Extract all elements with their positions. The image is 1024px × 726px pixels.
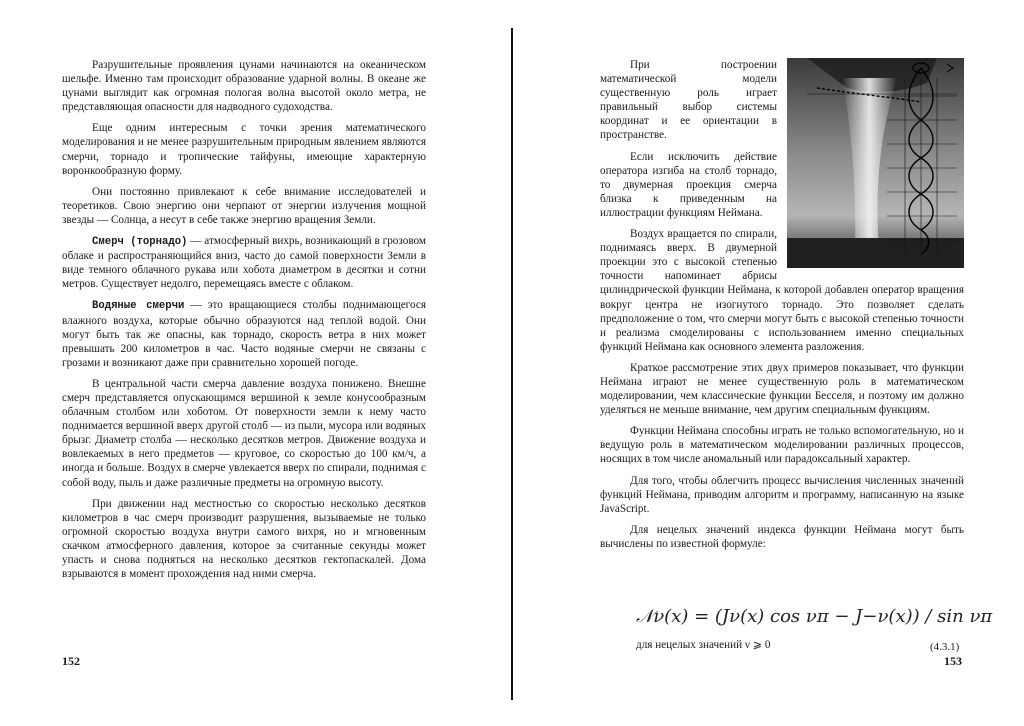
paragraph: Для нецелых значений индекса функции Неймана могут быть вычислены по известной формуле:	[600, 523, 964, 550]
paragraph: Воздух вращается по спирали, поднимаясь вверх. В двумерной проекции это с высокой степенью точности напоминает абрисы цилиндрической функции Неймана, к которой добавлен оператор вращения вокруг центра не изогнутого торнадо. Это позволяет сделать предположение о том, что смерчи могут быть с высокой степенью точности и реализма смоделированы с использованием именно специальных функций Неймана как основного элемента разложения.	[600, 228, 964, 353]
formula-condition: для нецелых значений ν ⩾ 0	[636, 639, 771, 651]
paragraph: При движении над местностью со скоростью несколько десятков километров в час смерч производит разрушения, вызываемые не только огромной скоростью воздуха внутри самого вихря, но и мгновенным скачком атмосферного давления, которое за считанные секунды может упасть и снова подняться на несколько десятков гектопаскалей. Дома взрываются в момент прохождения над ними смерча.	[62, 497, 426, 581]
page-number-left: 152	[62, 654, 80, 668]
definition-text: — атмосферный вихрь, возникающий в грозовом облаке и распространяющийся вниз, часто до самой поверхности Земли в виде темного облачного рукава или хобота диаметром в десятки и сотни метров. Существует недолго, перемещаясь вместе с облаком.	[62, 235, 427, 291]
term-tornado: Смерч (торнадо)	[92, 236, 188, 249]
paragraph: Еще одним интересным с точки зрения математического моделирования и не менее разрушительным природным явлением являются смерчи, торнадо и тропические тайфуны, имеющие характерную воронкообразную форму.	[62, 122, 426, 177]
paragraph: Краткое рассмотрение этих двух примеров показывает, что функции Неймана играют не менее существенную роль в математическом моделировании, чем классические функции Бесселя, и поэтому им должно уделяться не меньше внимание, чем другим специальным функциям.	[600, 361, 964, 417]
paragraph: Функции Неймана способны играть не только вспомогательную, но и ведущую роль в математическом моделировании различных процессов, носящих в том числе аномальный или парадоксальный характер.	[600, 425, 964, 466]
formula-number: (4.3.1)	[930, 641, 960, 653]
left-page	[62, 58, 426, 588]
definition-text: — это вращающиеся столбы поднимающегося влажного воздуха, которые обычно образуются над теплой водой. Они могут быть так же опасны, как торнадо, скорость ветра в них может превышать 200 километров в час. Часто водяные смерчи не связаны с грозами и возникают даже при сравнительно хорошей погоде.	[62, 299, 426, 369]
term-waterspout: Водяные смерчи	[92, 300, 185, 313]
page-number-right: 153	[944, 654, 962, 668]
tornado-figure	[787, 58, 964, 268]
neumann-formula: 𝒩ν(x) = (Jν(x) cos νπ − J−ν(x)) / sin νπ	[636, 606, 993, 627]
tornado-photo-with-neumann-plot	[787, 58, 964, 268]
paragraph: Для того, чтобы облегчить процесс вычисления численных значений функций Неймана, приводим алгоритм и программу, написанную на языке JavaScript.	[600, 474, 964, 515]
definition-waterspout	[62, 298, 426, 369]
page-gutter-divider	[511, 28, 513, 700]
paragraph: Они постоянно привлекают к себе внимание исследователей и теоретиков. Свою энергию они черпают от энергии излучения мощной звезды — Солнца, а несут в себе также энергию вращения Земли.	[62, 185, 426, 226]
paragraph: Разрушительные проявления цунами начинаются на океаническом шельфе. Именно там происходит образование ударной волны. В океане же цунами выглядит как огромная пологая волна высотой около метра, не представляющая опасности для надводного судоходства.	[62, 59, 426, 114]
definition-tornado	[62, 234, 426, 291]
paragraph: Если исключить действие оператора изгиба на столб торнадо, то двумерная проекция смерча близка к приведенным на иллюстрации функциям Неймана.	[600, 150, 777, 219]
paragraph: При построении математической модели существенную роль играет правильный выбор системы координат и ее ориентации в пространстве.	[600, 59, 777, 142]
paragraph: В центральной части смерча давление воздуха понижено. Внешне смерч представляется опускающимся вершиной к земле конусообразным облачным столбом или хоботом. От поверхности земли к нему часто поднимается вершиной вверх другой столб — из пыли, мусора или водяных брызг. Диаметр столба — несколько десятков метров. Движение воздуха и вовлекаемых в него предметов — круговое, со скоростью до 100 км/ч, а иногда и больше. Воздух в смерче увлекается вверх по спирали, поднимая с собой воду, пыль и даже различные предметы на огромную высоту.	[62, 377, 426, 489]
right-page	[600, 58, 964, 558]
